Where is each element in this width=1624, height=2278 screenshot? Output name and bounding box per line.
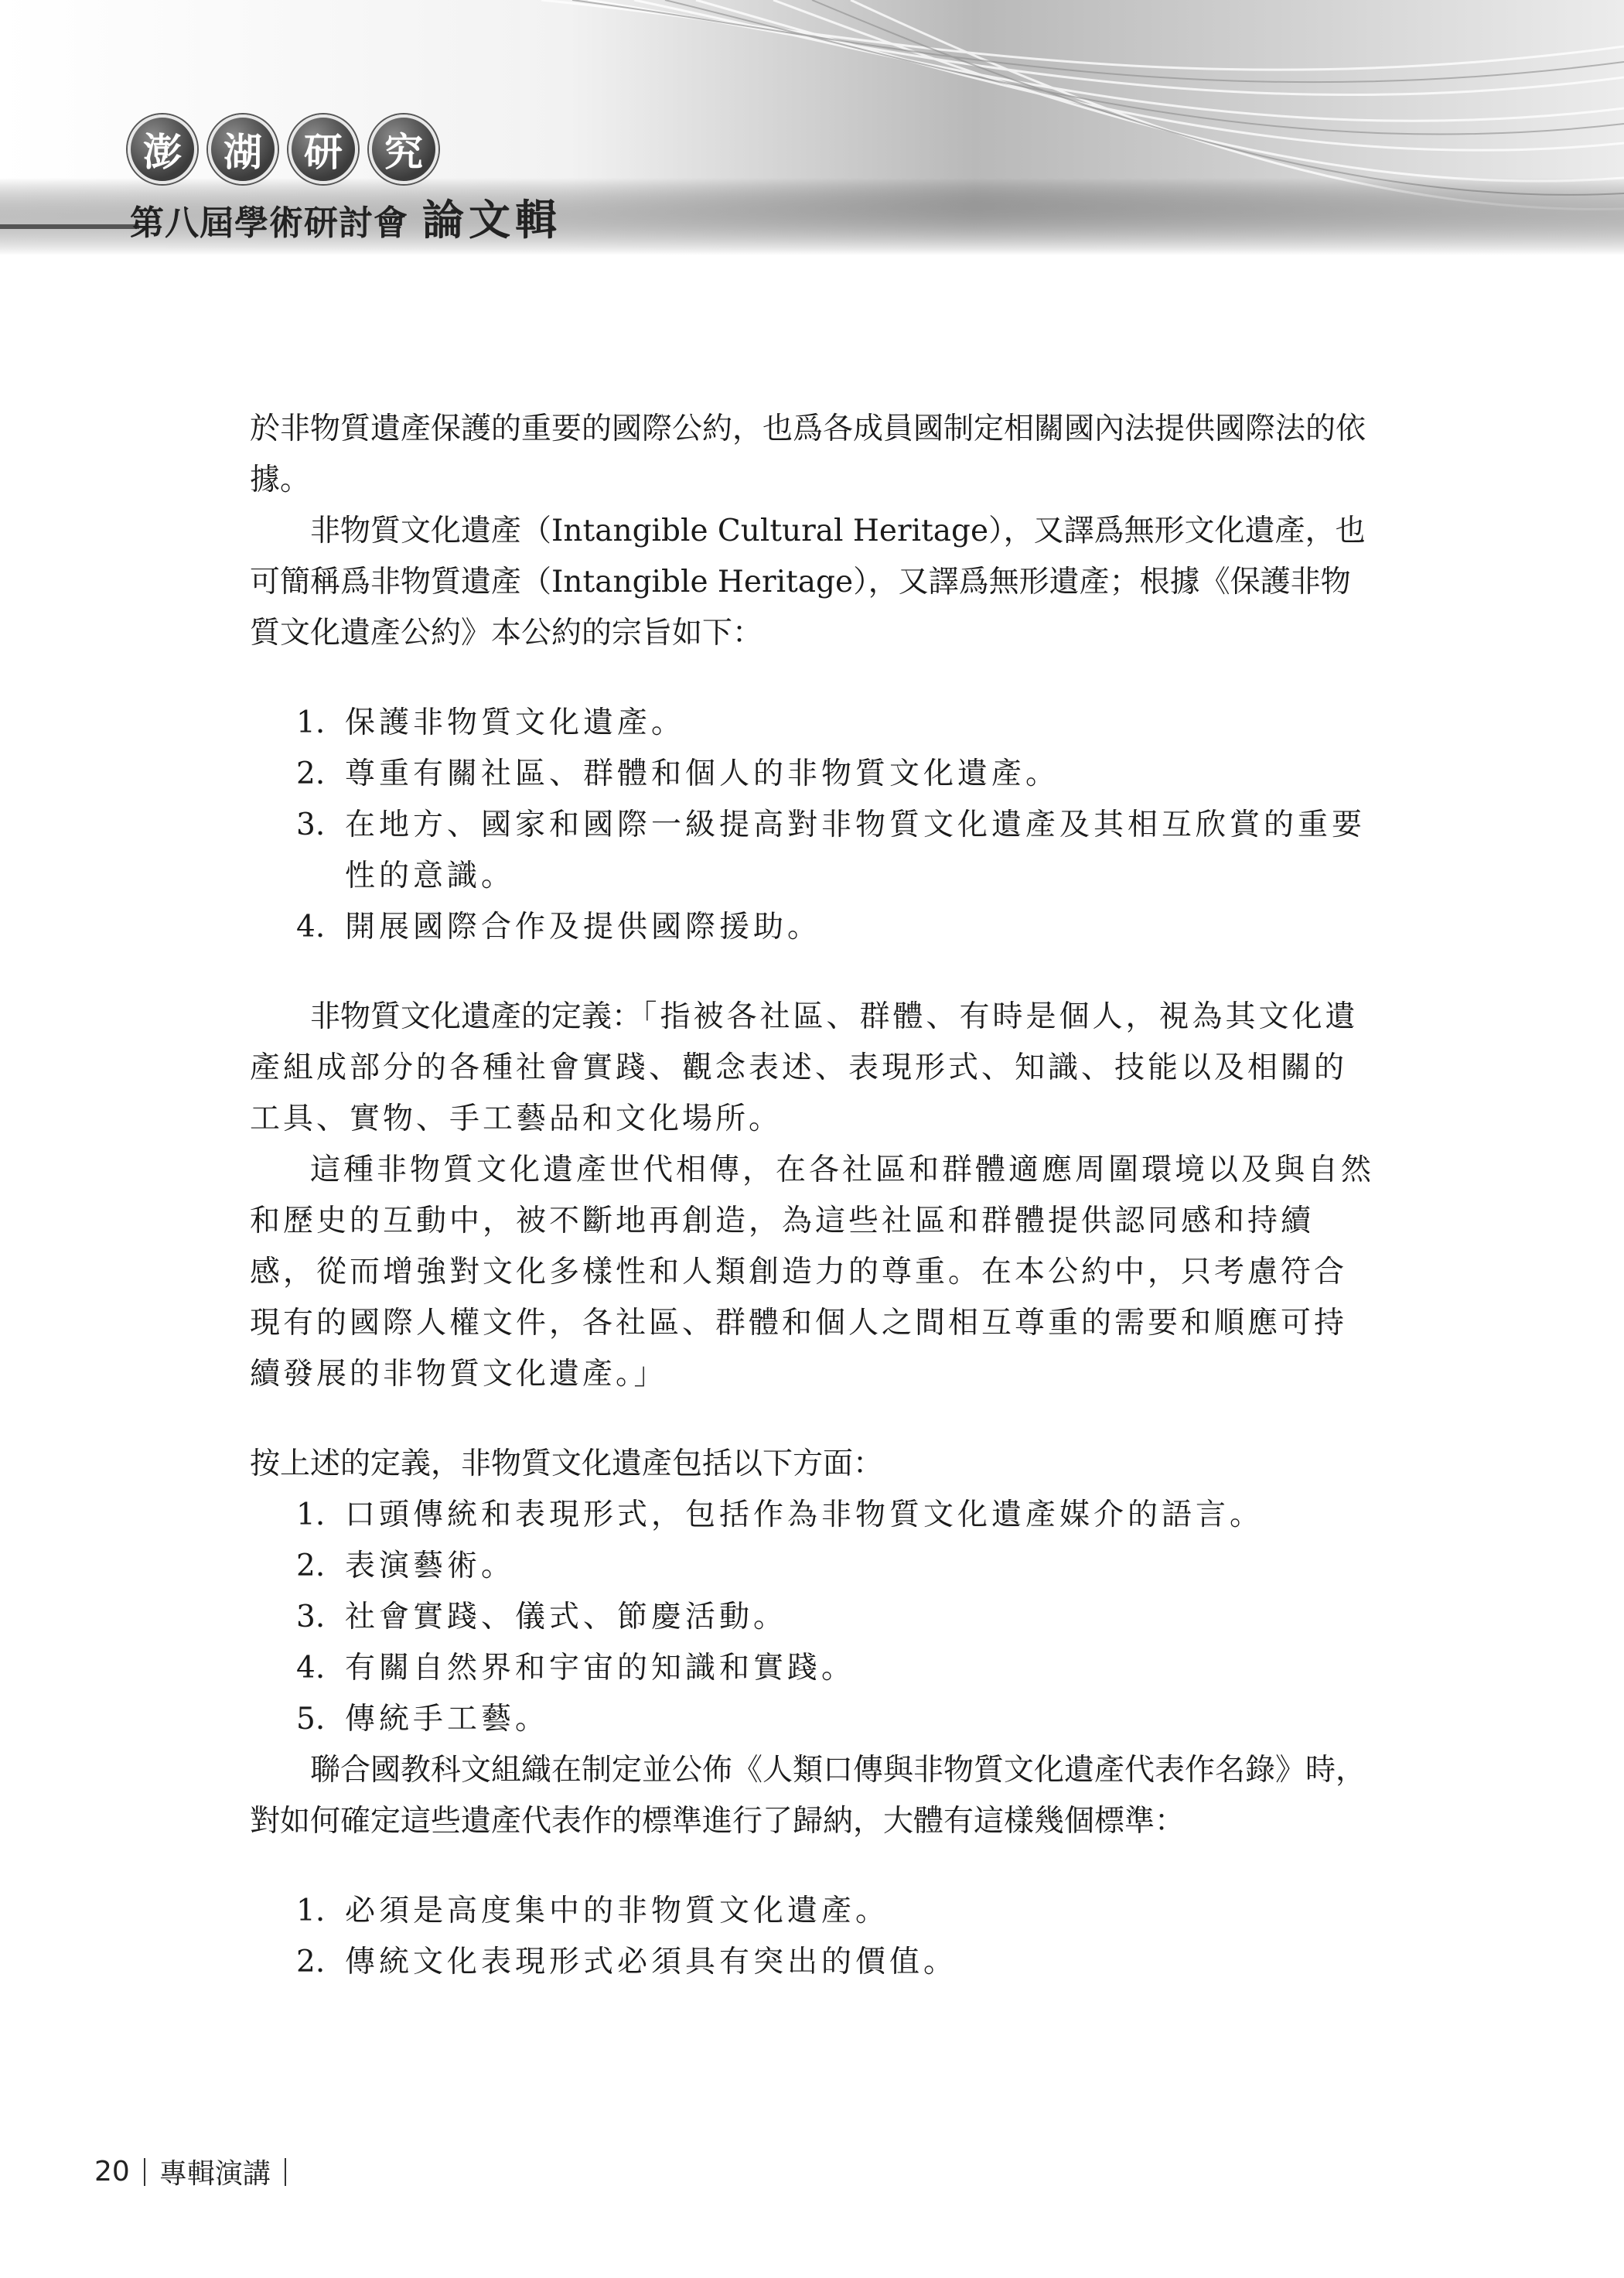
title-char: 澎 <box>128 114 197 184</box>
subtitle-tail: 論文輯 <box>422 196 561 244</box>
footer-divider <box>285 2158 286 2186</box>
section-name: 專輯演講 <box>159 2158 271 2190</box>
paragraph: 非物質文化遺產（Intangible Cultural Heritage），又譯爲無形文化遺產，也可簡稱爲非物質遺產（Intangible Heritage），又譯爲無形遺產；根據《保護非物質文化遺產公約》本公約的宗旨如下： <box>250 514 1366 651</box>
list-item: 1. 口頭傳統和表現形式，包括作為非物質文化遺產媒介的語言。 <box>296 1498 1264 1532</box>
list-item: 2. 傳統文化表現形式必須具有突出的價值。 <box>296 1945 958 1979</box>
paragraph: 於非物質遺產保護的重要的國際公約，也爲各成員國制定相關國內法提供國際法的依據。 <box>250 412 1366 497</box>
list-item: 4. 開展國際合作及提供國際援助。 <box>296 910 822 944</box>
journal-subtitle <box>130 187 561 247</box>
header-rule <box>0 224 139 229</box>
definition-paragraph <box>250 992 1375 1145</box>
paragraph: 聯合國教科文組織在制定並公佈《人類口傳與非物質文化遺產代表作名錄》時，對如何確定這些遺產代表作的標準進行了歸納，大體有這樣幾個標準： <box>250 1753 1366 1839</box>
title-char: 湖 <box>208 114 278 184</box>
list-item: 3. 社會實踐、儀式、節慶活動。 <box>296 1600 788 1634</box>
list-item: 4. 有關自然界和宇宙的知識和實踐。 <box>296 1651 856 1685</box>
list-item: 5. 傳統手工藝。 <box>296 1702 550 1737</box>
list-item: 1. 必須是高度集中的非物質文化遺產。 <box>296 1894 890 1928</box>
journal-title <box>128 114 438 184</box>
title-char: 究 <box>369 114 438 184</box>
page-number: 20 <box>94 2156 130 2187</box>
page-footer <box>94 2152 300 2191</box>
definition-quote: 「指被各社區、群體、有時是個人，視為其文化遺產組成部分的各種社會實踐、觀念表述、表現形式、知識、技能以及相關的工具、實物、手工藝品和文化場所。 <box>250 999 1359 1136</box>
list-item: 2. 尊重有關社區、群體和個人的非物質文化遺產。 <box>296 756 1060 791</box>
standards-list <box>250 1886 1375 1988</box>
title-char: 研 <box>288 114 358 184</box>
purposes-list <box>250 698 1375 953</box>
aspects-list <box>250 1490 1375 1745</box>
definition-lead: 非物質文化遺產的定義： <box>310 999 643 1034</box>
definition-quote-continued: 這種非物質文化遺產世代相傳，在各社區和群體適應周圍環境以及與自然和歷史的互動中，被不斷地再創造，為這些社區和群體提供認同感和持續感，從而增強對文化多樣性和人類創造力的尊重。在本公約中，只考慮符合現有的國際人權文件，各社區、群體和個人之間相互尊重的需要和順應可持續發展的非物質文化遺產。」 <box>250 1153 1375 1392</box>
list-item: 1. 保護非物質文化遺產。 <box>296 705 686 740</box>
paragraph: 按上述的定義，非物質文化遺產包括以下方面： <box>250 1446 884 1481</box>
list-item: 2. 表演藝術。 <box>296 1549 516 1583</box>
subtitle-text: 第八屆學術研討會 <box>130 203 408 243</box>
footer-divider <box>144 2158 145 2186</box>
list-item: 3. 在地方、國家和國際一級提高對非物質文化遺產及其相互欣賞的重要性的意識。 <box>296 808 1366 893</box>
article-body <box>250 404 1375 1988</box>
